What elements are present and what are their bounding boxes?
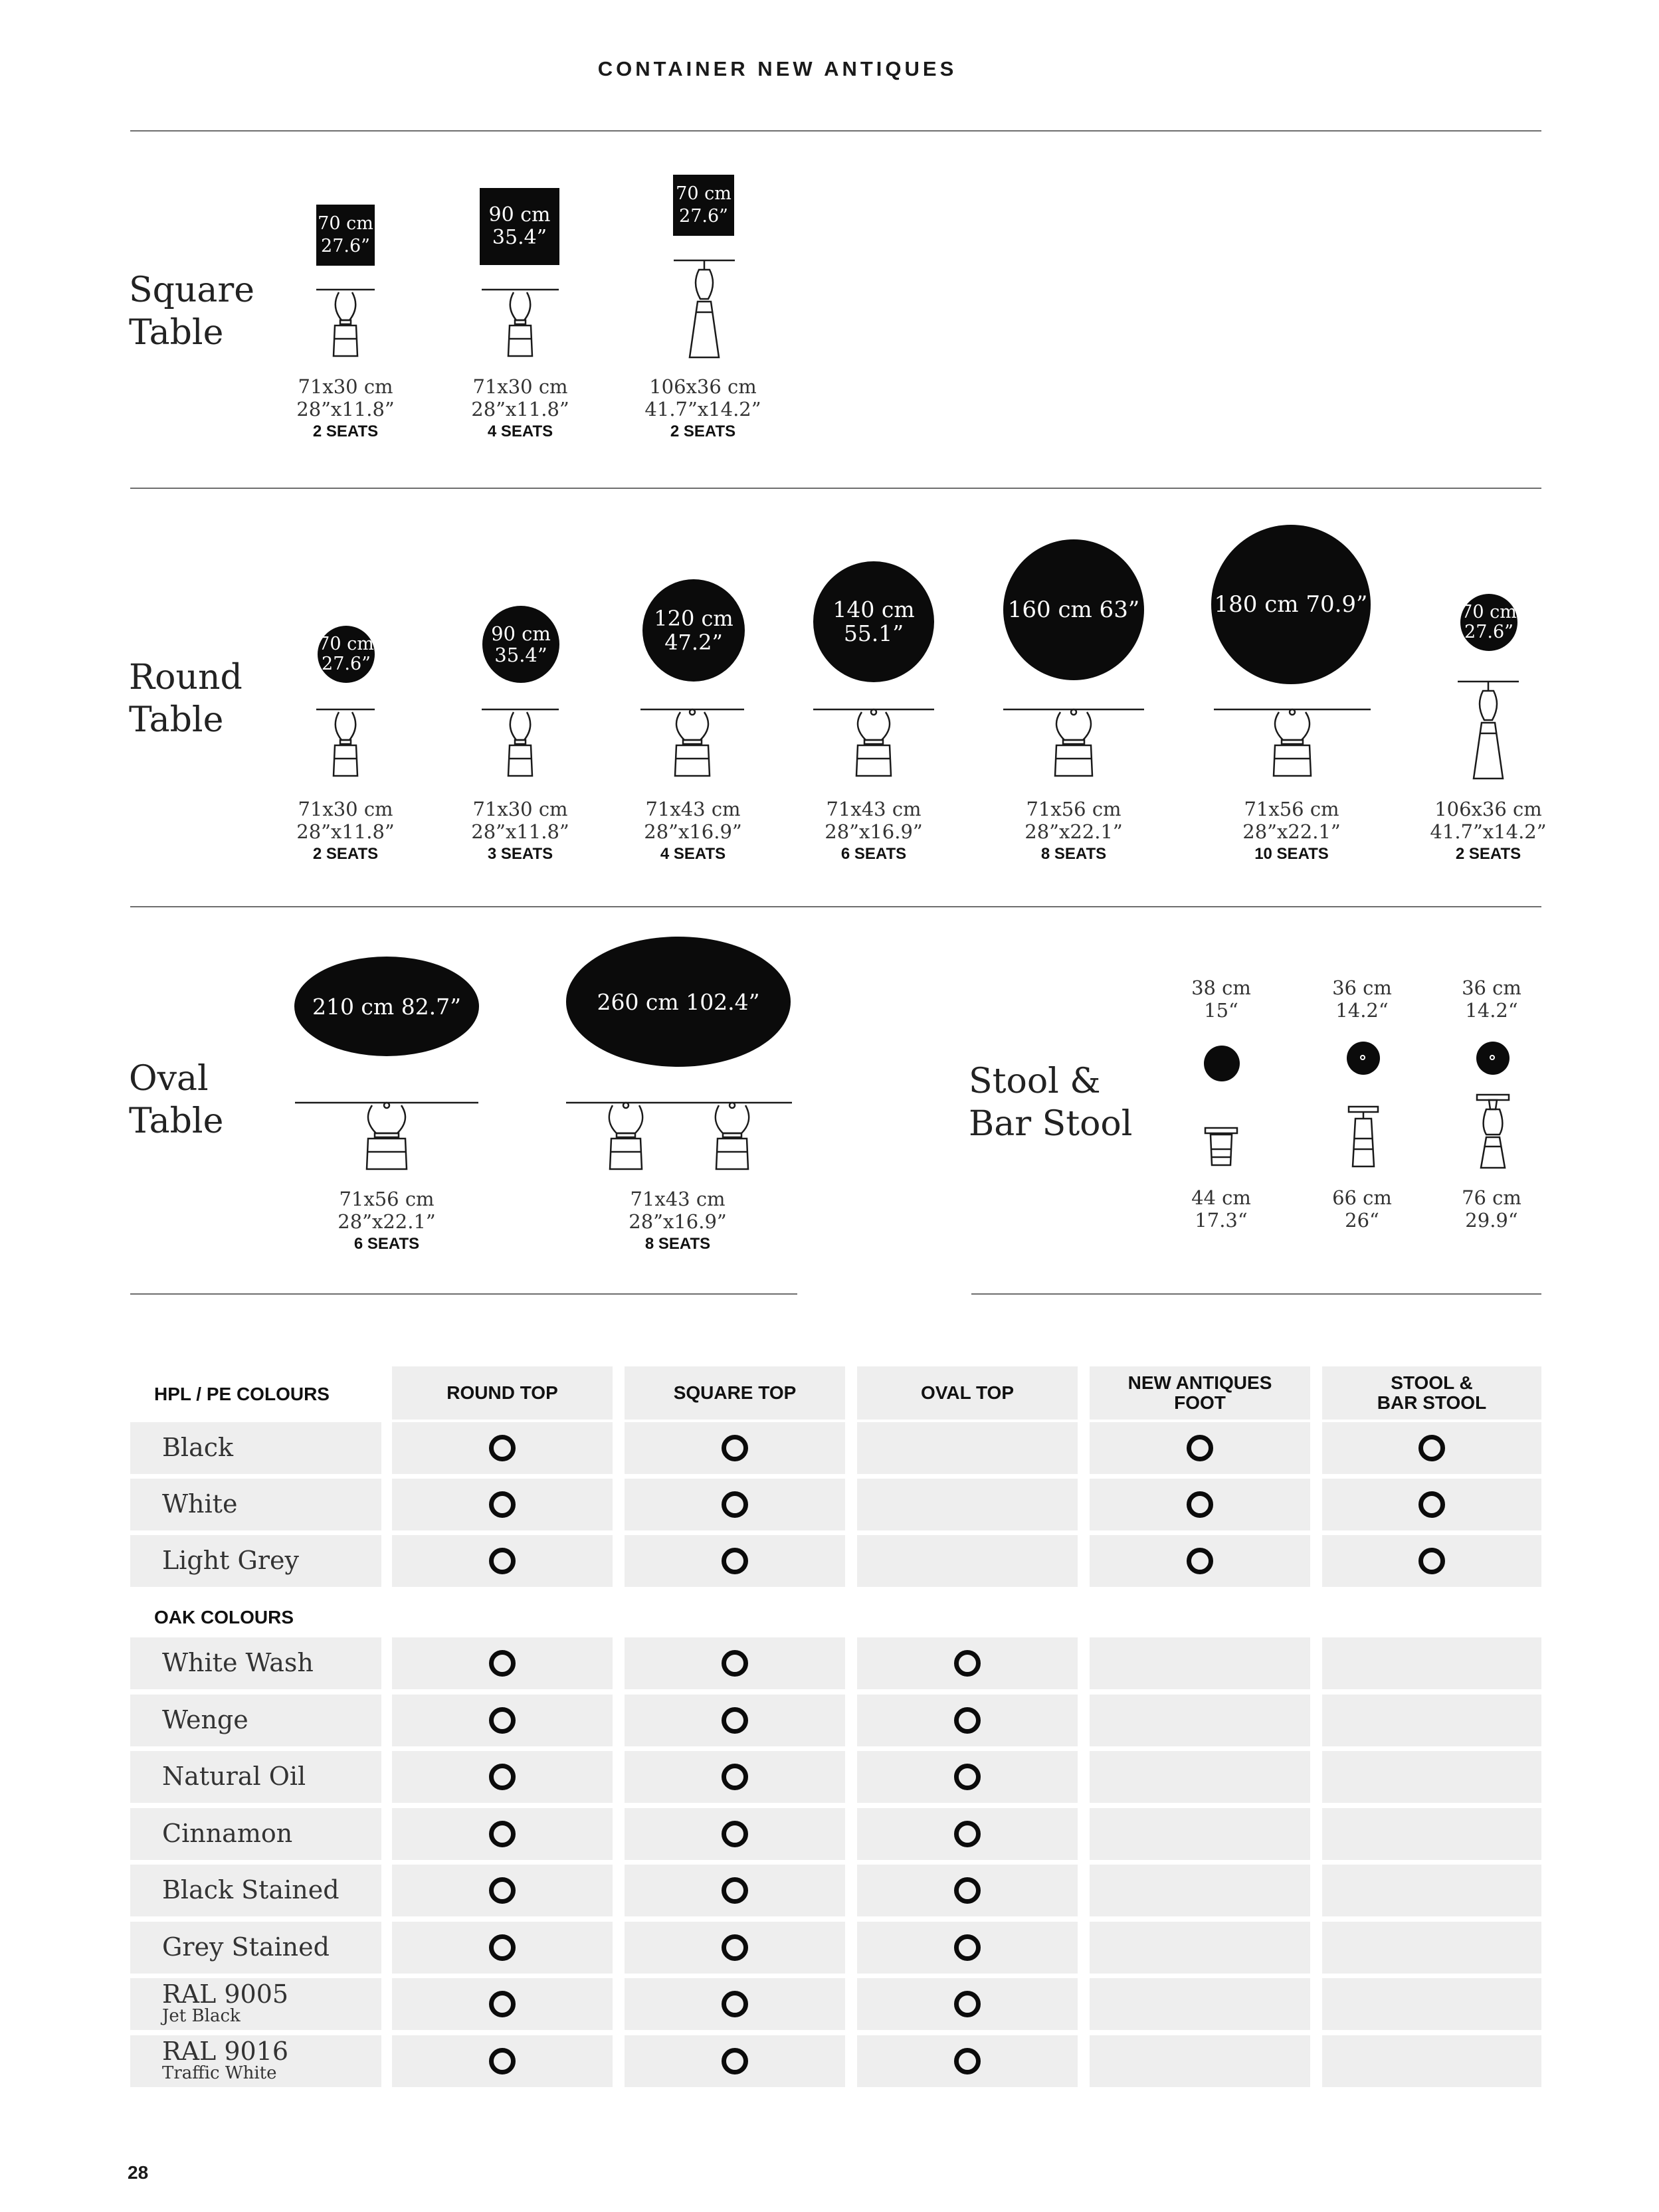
availability-cell bbox=[392, 1922, 613, 1974]
stool-height-in: 17.3“ bbox=[1195, 1209, 1248, 1232]
divider bbox=[130, 906, 1541, 907]
bar-stool-side-icon bbox=[1345, 1105, 1382, 1169]
availability-cell bbox=[1322, 1808, 1541, 1860]
table-dimensions-in: 28”x11.8” bbox=[296, 398, 395, 420]
available-ring-icon bbox=[1187, 1548, 1213, 1574]
availability-cell bbox=[1322, 1978, 1541, 2030]
available-ring-icon bbox=[954, 1650, 981, 1677]
table-dimensions-cm: 71x43 cm bbox=[630, 1188, 726, 1210]
stool-height-cm: 66 cm bbox=[1332, 1186, 1392, 1209]
availability-cell bbox=[392, 1751, 613, 1803]
table-seats: 10 SEATS bbox=[1254, 845, 1329, 863]
availability-cell bbox=[392, 1865, 613, 1916]
available-ring-icon bbox=[722, 1435, 748, 1461]
availability-cell bbox=[857, 1422, 1078, 1474]
table-dimensions-cm: 106x36 cm bbox=[1434, 798, 1542, 820]
group-heading-oak: OAK COLOURS bbox=[154, 1607, 294, 1627]
divider bbox=[971, 1293, 1541, 1295]
table-seats: 6 SEATS bbox=[353, 1235, 420, 1253]
availability-cell bbox=[1090, 1978, 1310, 2030]
bar-table-side-icon bbox=[1455, 679, 1521, 783]
available-ring-icon bbox=[1418, 1548, 1445, 1574]
availability-cell bbox=[392, 1422, 613, 1474]
table-top-round: 70 cm 27.6” bbox=[1460, 594, 1517, 651]
double-base-table-side-icon bbox=[565, 1100, 793, 1173]
availability-cell bbox=[625, 1978, 845, 2030]
bar-stool-side-icon bbox=[1474, 1093, 1512, 1170]
availability-cell bbox=[1322, 1751, 1541, 1803]
column-header-foot: NEW ANTIQUES FOOT bbox=[1090, 1366, 1310, 1420]
available-ring-icon bbox=[1418, 1435, 1445, 1461]
table-dimensions-in: 28”x22.1” bbox=[1242, 820, 1341, 843]
stool-diameter-cm: 36 cm bbox=[1462, 976, 1521, 999]
availability-cell bbox=[392, 1695, 613, 1746]
availability-cell bbox=[1090, 1922, 1310, 1974]
availability-cell bbox=[1090, 1808, 1310, 1860]
table-top-oval: 260 cm 102.4” bbox=[566, 937, 791, 1067]
available-ring-icon bbox=[722, 1877, 748, 1904]
table-top-round: 90 cm 35.4” bbox=[482, 606, 559, 683]
availability-cell bbox=[1322, 1535, 1541, 1587]
availability-cell bbox=[1090, 1751, 1310, 1803]
table-dimensions-in: 41.7”x14.2” bbox=[644, 398, 761, 420]
colour-name: Black Stained bbox=[162, 1875, 340, 1904]
table-side-icon bbox=[294, 1100, 480, 1173]
stool-height-cm: 44 cm bbox=[1191, 1186, 1251, 1209]
table-seats: 6 SEATS bbox=[840, 845, 907, 863]
column-header-round-top: ROUND TOP bbox=[392, 1366, 613, 1420]
table-dimensions-cm: 106x36 cm bbox=[649, 375, 757, 398]
colour-name: Natural Oil bbox=[162, 1762, 306, 1791]
colour-subname: Jet Black bbox=[162, 2006, 241, 2026]
available-ring-icon bbox=[489, 1821, 516, 1847]
column-header-square-top: SQUARE TOP bbox=[625, 1366, 845, 1420]
stool-height-cm: 76 cm bbox=[1462, 1186, 1521, 1209]
table-top-round: 70 cm 27.6” bbox=[318, 626, 375, 683]
available-ring-icon bbox=[489, 1650, 516, 1677]
availability-cell bbox=[1322, 1922, 1541, 1974]
availability-cell bbox=[1090, 1637, 1310, 1689]
availability-cell bbox=[1090, 1422, 1310, 1474]
bar-table-side-icon bbox=[671, 258, 737, 361]
colour-name-cell bbox=[130, 1422, 381, 1474]
availability-cell bbox=[1322, 1637, 1541, 1689]
section-title-round-table: Round Table bbox=[129, 658, 243, 740]
colour-name-cell bbox=[130, 1922, 381, 1974]
table-seats: 2 SEATS bbox=[1455, 845, 1521, 863]
table-side-icon bbox=[1002, 707, 1145, 780]
table-side-icon bbox=[480, 707, 560, 780]
availability-cell bbox=[1090, 1865, 1310, 1916]
availability-cell bbox=[857, 1479, 1078, 1530]
stool-diameter-in: 14.2“ bbox=[1335, 999, 1389, 1022]
availability-cell bbox=[625, 1865, 845, 1916]
colour-name: White bbox=[162, 1489, 238, 1519]
table-dimensions-in: 28”x11.8” bbox=[296, 820, 395, 843]
availability-cell bbox=[1322, 1422, 1541, 1474]
table-dimensions-cm: 71x56 cm bbox=[1244, 798, 1339, 820]
table-dimensions-in: 28”x22.1” bbox=[338, 1210, 436, 1233]
availability-cell bbox=[857, 1808, 1078, 1860]
colour-name-cell bbox=[130, 1637, 381, 1689]
availability-cell bbox=[1090, 2035, 1310, 2087]
table-dimensions-in: 41.7”x14.2” bbox=[1430, 820, 1547, 843]
column-header-stool: STOOL & BAR STOOL bbox=[1322, 1366, 1541, 1420]
availability-cell bbox=[392, 2035, 613, 2087]
availability-cell bbox=[392, 1535, 613, 1587]
column-header-oval-top: OVAL TOP bbox=[857, 1366, 1078, 1420]
available-ring-icon bbox=[722, 1707, 748, 1734]
table-seats: 4 SEATS bbox=[487, 422, 553, 440]
colour-name: RAL 9005 bbox=[162, 1980, 289, 2009]
availability-cell bbox=[392, 1808, 613, 1860]
available-ring-icon bbox=[489, 1435, 516, 1461]
table-dimensions-cm: 71x56 cm bbox=[1026, 798, 1122, 820]
table-side-icon bbox=[312, 287, 379, 360]
available-ring-icon bbox=[722, 1821, 748, 1847]
available-ring-icon bbox=[1418, 1491, 1445, 1518]
availability-cell bbox=[1090, 1695, 1310, 1746]
colour-name: Wenge bbox=[162, 1705, 248, 1734]
availability-cell bbox=[857, 1865, 1078, 1916]
available-ring-icon bbox=[489, 1764, 516, 1790]
table-top-square: 90 cm 35.4” bbox=[480, 188, 559, 265]
available-ring-icon bbox=[489, 1707, 516, 1734]
availability-cell bbox=[625, 1695, 845, 1746]
availability-cell bbox=[625, 1422, 845, 1474]
colour-name-cell bbox=[130, 1751, 381, 1803]
available-ring-icon bbox=[489, 1934, 516, 1961]
availability-cell bbox=[625, 1535, 845, 1587]
stool-height-in: 29.9“ bbox=[1465, 1209, 1518, 1232]
table-seats: 2 SEATS bbox=[312, 845, 379, 863]
colour-name: RAL 9016 bbox=[162, 2037, 289, 2066]
table-dimensions-cm: 71x43 cm bbox=[645, 798, 741, 820]
availability-cell bbox=[857, 1637, 1078, 1689]
table-top-round: 180 cm 70.9” bbox=[1211, 525, 1371, 684]
available-ring-icon bbox=[954, 1707, 981, 1734]
availability-cell bbox=[857, 1922, 1078, 1974]
availability-cell bbox=[857, 1535, 1078, 1587]
available-ring-icon bbox=[722, 1934, 748, 1961]
colour-name-cell bbox=[130, 1535, 381, 1587]
available-ring-icon bbox=[954, 1877, 981, 1904]
table-dimensions-in: 28”x11.8” bbox=[471, 820, 569, 843]
table-top-square: 70 cm 27.6” bbox=[316, 205, 375, 266]
table-side-icon bbox=[480, 287, 560, 360]
availability-cell bbox=[392, 1637, 613, 1689]
colour-name: Light Grey bbox=[162, 1546, 300, 1575]
stool-side-icon bbox=[1203, 1127, 1240, 1169]
colour-name-cell bbox=[130, 2035, 381, 2087]
available-ring-icon bbox=[489, 1877, 516, 1904]
available-ring-icon bbox=[954, 1934, 981, 1961]
table-seats: 2 SEATS bbox=[670, 422, 736, 440]
colour-name: Cinnamon bbox=[162, 1819, 293, 1848]
available-ring-icon bbox=[954, 1991, 981, 2017]
availability-cell bbox=[625, 1808, 845, 1860]
availability-cell bbox=[625, 1922, 845, 1974]
table-top-round: 160 cm 63” bbox=[1003, 539, 1144, 680]
table-top-square: 70 cm 27.6” bbox=[673, 175, 734, 236]
table-seats: 8 SEATS bbox=[1040, 845, 1107, 863]
availability-cell bbox=[1090, 1479, 1310, 1530]
available-ring-icon bbox=[954, 1764, 981, 1790]
divider bbox=[130, 1293, 797, 1295]
table-side-icon bbox=[312, 707, 379, 780]
table-top-oval: 210 cm 82.7” bbox=[294, 957, 479, 1056]
available-ring-icon bbox=[722, 2048, 748, 2074]
page-header-title: CONTAINER NEW ANTIQUES bbox=[597, 57, 957, 80]
available-ring-icon bbox=[722, 1991, 748, 2017]
colour-name-cell bbox=[130, 1978, 381, 2030]
available-ring-icon bbox=[722, 1548, 748, 1574]
colour-name-cell bbox=[130, 1695, 381, 1746]
availability-cell bbox=[392, 1978, 613, 2030]
availability-cell bbox=[1090, 1535, 1310, 1587]
table-dimensions-in: 28”x11.8” bbox=[471, 398, 569, 420]
available-ring-icon bbox=[489, 2048, 516, 2074]
availability-cell bbox=[625, 1751, 845, 1803]
available-ring-icon bbox=[489, 1991, 516, 2017]
table-dimensions-cm: 71x30 cm bbox=[472, 798, 568, 820]
availability-cell bbox=[625, 1637, 845, 1689]
colour-name-cell bbox=[130, 1808, 381, 1860]
stool-diameter-cm: 36 cm bbox=[1332, 976, 1392, 999]
availability-cell bbox=[857, 2035, 1078, 2087]
colour-name: White Wash bbox=[162, 1648, 314, 1677]
table-seats: 4 SEATS bbox=[660, 845, 726, 863]
group-heading-hpl: HPL / PE COLOURS bbox=[154, 1384, 330, 1404]
availability-cell bbox=[1322, 1695, 1541, 1746]
stool-diameter-in: 14.2“ bbox=[1465, 999, 1518, 1022]
table-dimensions-cm: 71x30 cm bbox=[298, 375, 393, 398]
table-dimensions-in: 28”x16.9” bbox=[825, 820, 923, 843]
colour-name-cell bbox=[130, 1865, 381, 1916]
table-side-icon bbox=[639, 707, 745, 780]
available-ring-icon bbox=[489, 1491, 516, 1518]
availability-cell bbox=[857, 1751, 1078, 1803]
table-side-icon bbox=[812, 707, 935, 780]
table-dimensions-in: 28”x16.9” bbox=[644, 820, 742, 843]
availability-cell bbox=[1322, 1865, 1541, 1916]
table-dimensions-cm: 71x43 cm bbox=[826, 798, 922, 820]
stool-seat-center-mark bbox=[1360, 1055, 1365, 1060]
available-ring-icon bbox=[489, 1548, 516, 1574]
table-dimensions-cm: 71x30 cm bbox=[472, 375, 568, 398]
table-top-round: 140 cm 55.1” bbox=[813, 561, 934, 682]
table-seats: 8 SEATS bbox=[644, 1235, 711, 1253]
stool-diameter-in: 15“ bbox=[1204, 999, 1238, 1022]
stool-seat-top bbox=[1204, 1046, 1240, 1081]
stool-diameter-cm: 38 cm bbox=[1191, 976, 1251, 999]
divider bbox=[130, 488, 1541, 489]
table-top-round: 120 cm 47.2” bbox=[642, 579, 745, 682]
available-ring-icon bbox=[954, 2048, 981, 2074]
stool-seat-center-mark bbox=[1490, 1055, 1495, 1060]
page-number: 28 bbox=[128, 2162, 149, 2183]
stool-height-in: 26“ bbox=[1345, 1209, 1379, 1232]
colour-subname: Traffic White bbox=[162, 2063, 277, 2083]
section-title-oval-table: Oval Table bbox=[129, 1059, 224, 1141]
availability-cell bbox=[1322, 1479, 1541, 1530]
availability-cell bbox=[1322, 2035, 1541, 2087]
table-seats: 3 SEATS bbox=[487, 845, 553, 863]
colour-name-cell bbox=[130, 1479, 381, 1530]
availability-cell bbox=[625, 1479, 845, 1530]
available-ring-icon bbox=[722, 1491, 748, 1518]
availability-cell bbox=[625, 2035, 845, 2087]
table-side-icon bbox=[1213, 707, 1372, 780]
available-ring-icon bbox=[722, 1764, 748, 1790]
divider bbox=[130, 130, 1541, 132]
availability-cell bbox=[392, 1479, 613, 1530]
available-ring-icon bbox=[1187, 1435, 1213, 1461]
section-title-square-table: Square Table bbox=[129, 270, 255, 353]
colour-name: Grey Stained bbox=[162, 1932, 330, 1962]
available-ring-icon bbox=[1187, 1491, 1213, 1518]
table-seats: 2 SEATS bbox=[312, 422, 379, 440]
section-title-stool: Stool & Bar Stool bbox=[969, 1061, 1133, 1144]
table-dimensions-cm: 71x30 cm bbox=[298, 798, 393, 820]
availability-cell bbox=[857, 1695, 1078, 1746]
available-ring-icon bbox=[722, 1650, 748, 1677]
table-dimensions-cm: 71x56 cm bbox=[339, 1188, 435, 1210]
colour-name: Black bbox=[162, 1433, 234, 1462]
table-dimensions-in: 28”x22.1” bbox=[1025, 820, 1123, 843]
availability-cell bbox=[857, 1978, 1078, 2030]
table-dimensions-in: 28”x16.9” bbox=[629, 1210, 727, 1233]
available-ring-icon bbox=[954, 1821, 981, 1847]
